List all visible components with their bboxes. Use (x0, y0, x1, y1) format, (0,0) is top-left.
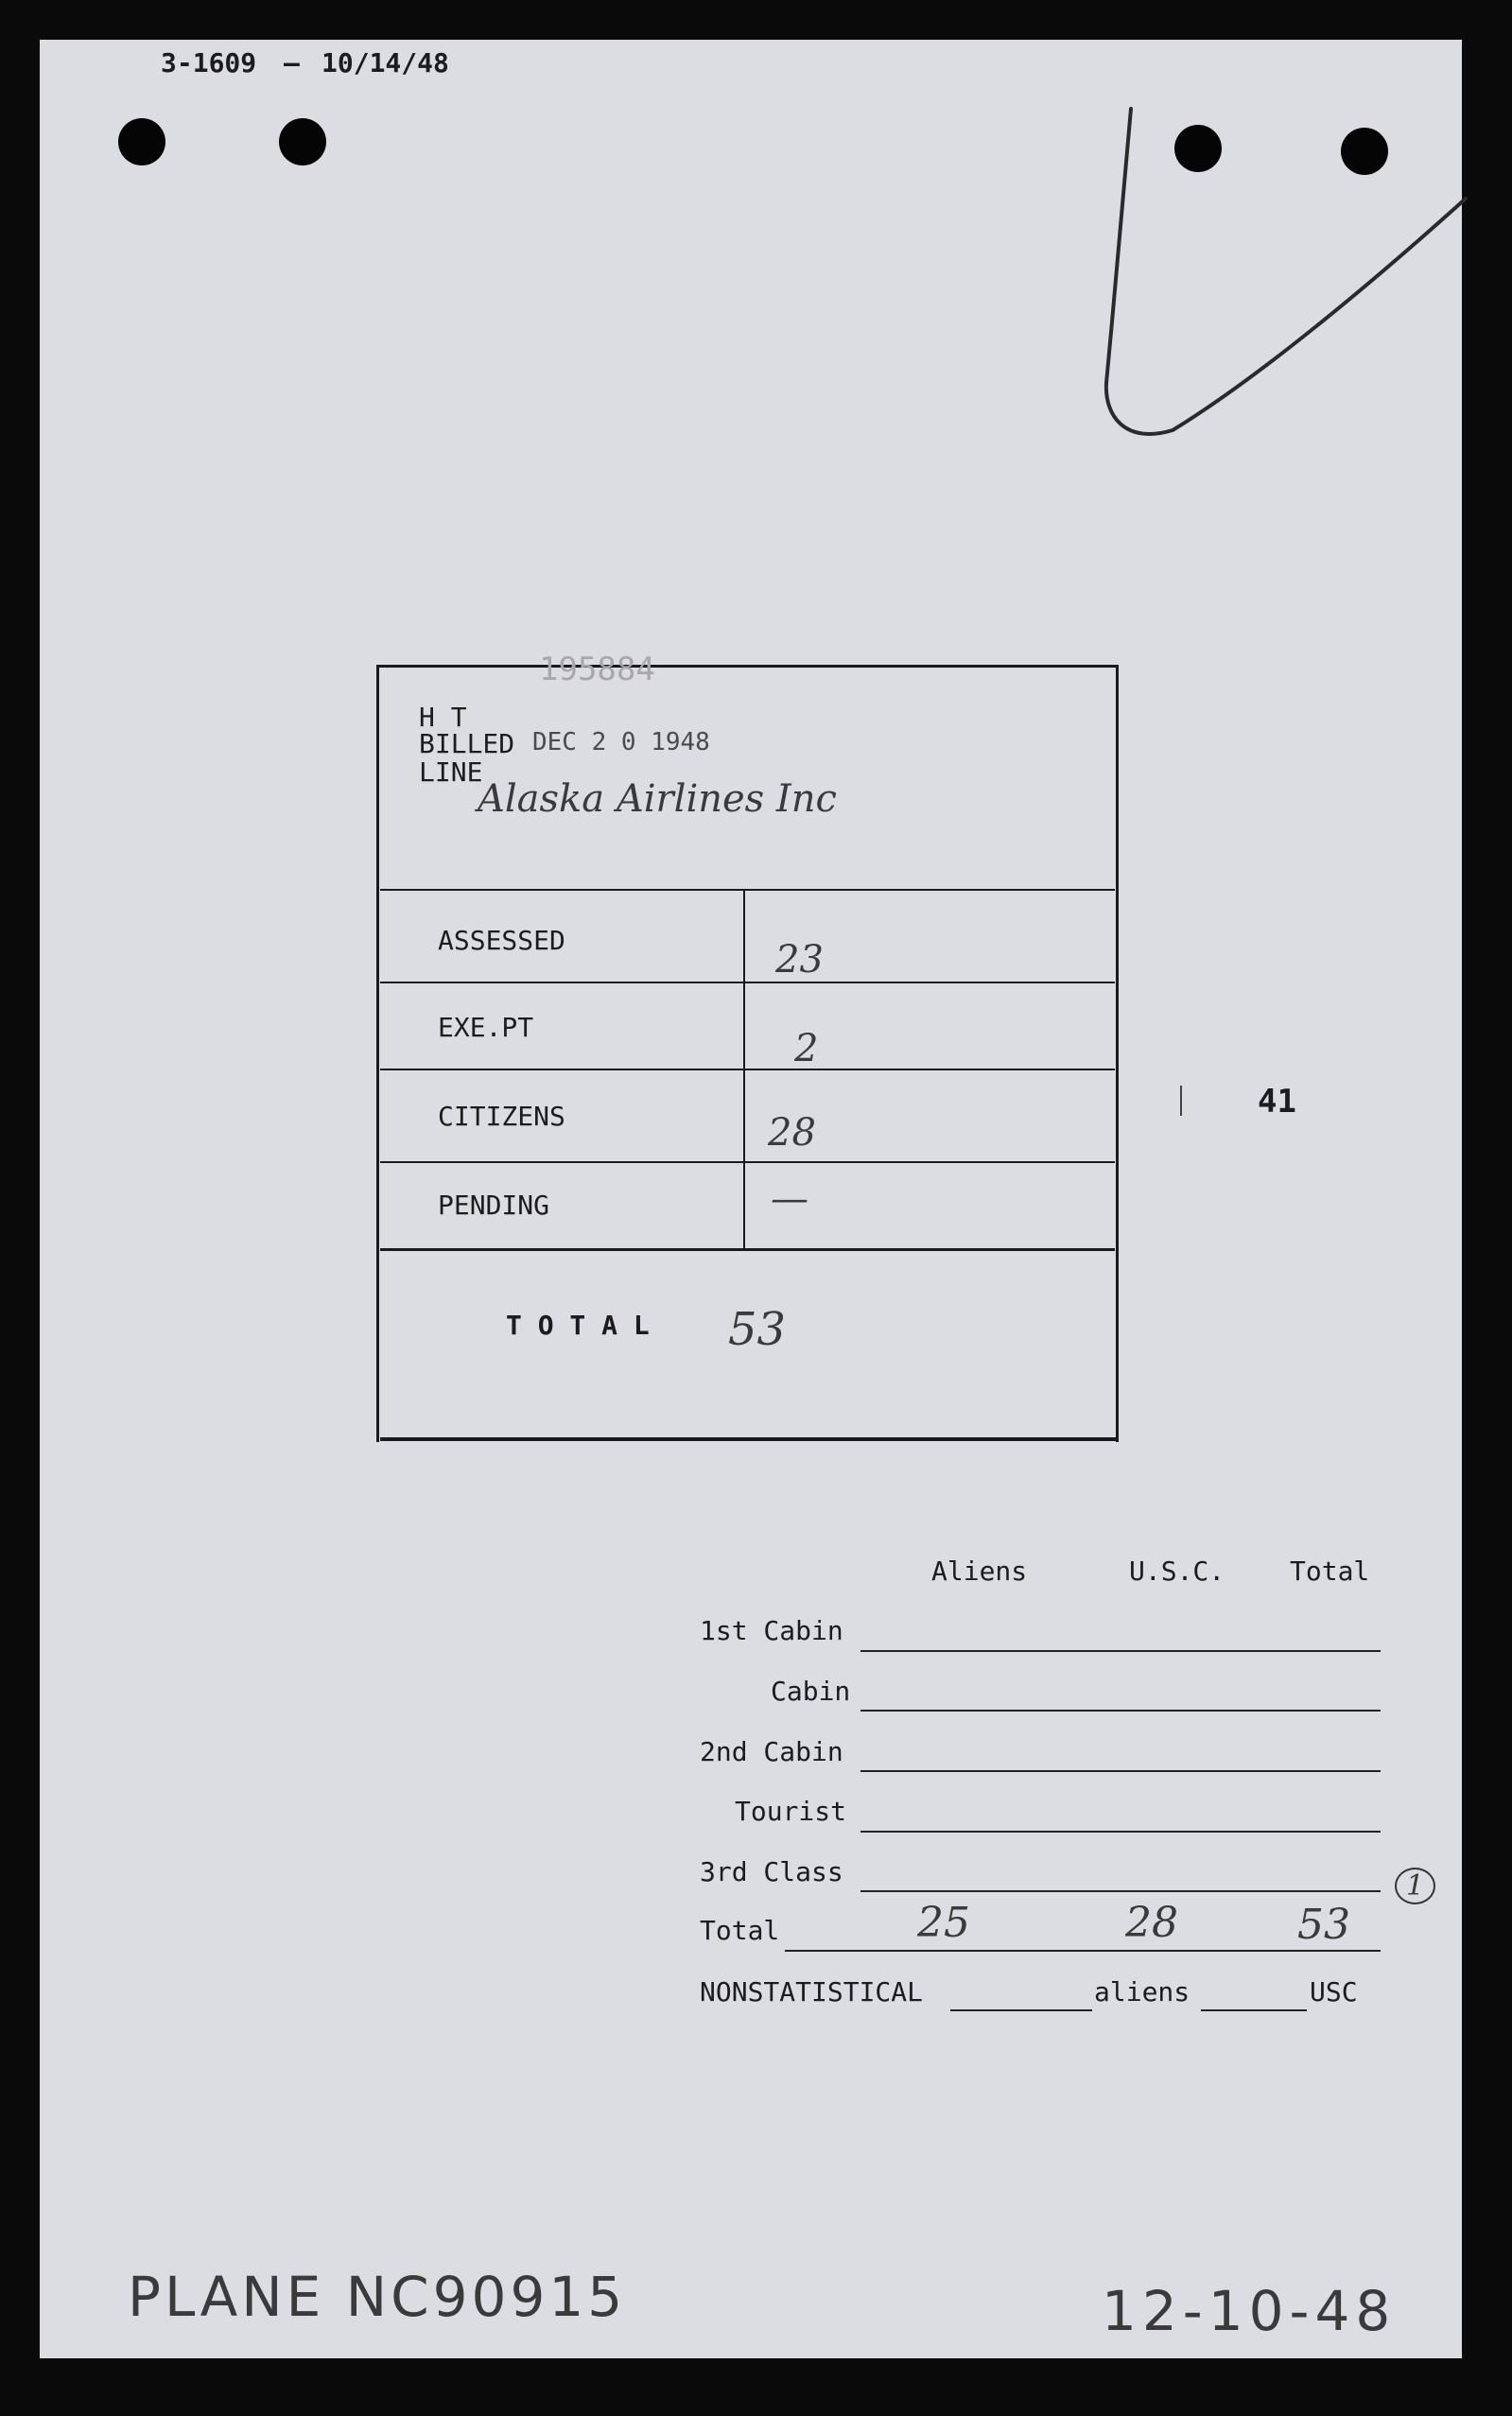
row-label-cabin: Cabin (771, 1676, 851, 1707)
header-date: 10/14/48 (322, 47, 449, 78)
nonstat-usc-line (1201, 2009, 1307, 2011)
assessed-label: ASSESSED (438, 925, 565, 956)
stamp-serial: 195884 (539, 651, 655, 688)
pending-label: PENDING (438, 1190, 550, 1221)
third-class-mark: 1 (1395, 1868, 1435, 1904)
row-line (860, 1650, 1381, 1652)
line-label: LINE (419, 756, 483, 788)
row-line (860, 1831, 1381, 1833)
row-line (860, 1770, 1381, 1772)
total-value: 53 (728, 1303, 787, 1356)
nonstat-label: NONSTATISTICAL (700, 1976, 924, 2008)
ht-label: H T (419, 702, 467, 733)
row-line (860, 1890, 1381, 1892)
punch-hole (279, 118, 326, 165)
side-tick (1180, 1086, 1182, 1116)
row-label-3rd-class: 3rd Class (700, 1856, 843, 1887)
punch-hole (118, 118, 165, 165)
plane-id: PLANE NC90915 (128, 2265, 627, 2329)
footer-date: 12-10-48 (1102, 2279, 1397, 2343)
total-label: T O T A L (506, 1310, 650, 1341)
row-label-2nd-cabin: 2nd Cabin (700, 1736, 843, 1767)
pending-value: — (771, 1177, 808, 1221)
billed-date: DEC 2 0 1948 (532, 728, 710, 756)
total-aliens: 25 (917, 1899, 970, 1947)
line-value: Alaska Airlines Inc (478, 777, 837, 821)
header-dash: — (284, 47, 300, 78)
nonstat-aliens-line (950, 2009, 1092, 2011)
usc-header: U.S.C. (1129, 1556, 1225, 1587)
check-mark (1087, 95, 1485, 454)
total-usc: 28 (1125, 1899, 1178, 1947)
aliens-label: aliens (1094, 1976, 1190, 2008)
usc-label: USC (1310, 1976, 1358, 2008)
row-label-1st-cabin: 1st Cabin (700, 1615, 843, 1646)
exempt-label: EXE.PT (438, 1012, 534, 1043)
aliens-header: Aliens (931, 1556, 1028, 1587)
row-line (860, 1710, 1381, 1712)
total-header: Total (1290, 1556, 1370, 1587)
citizens-label: CITIZENS (438, 1101, 565, 1132)
total-total: 53 (1297, 1901, 1350, 1949)
billed-label: BILLED (419, 728, 515, 759)
row-line (785, 1950, 1381, 1952)
form-number: 3-1609 (161, 47, 257, 78)
citizens-value: 28 (768, 1111, 816, 1155)
row-label-tourist: Tourist (735, 1796, 847, 1827)
assessed-value: 23 (775, 938, 824, 982)
exempt-value: 2 (794, 1027, 819, 1070)
side-number: 41 (1258, 1083, 1296, 1121)
total-row-label: Total (700, 1915, 780, 1946)
